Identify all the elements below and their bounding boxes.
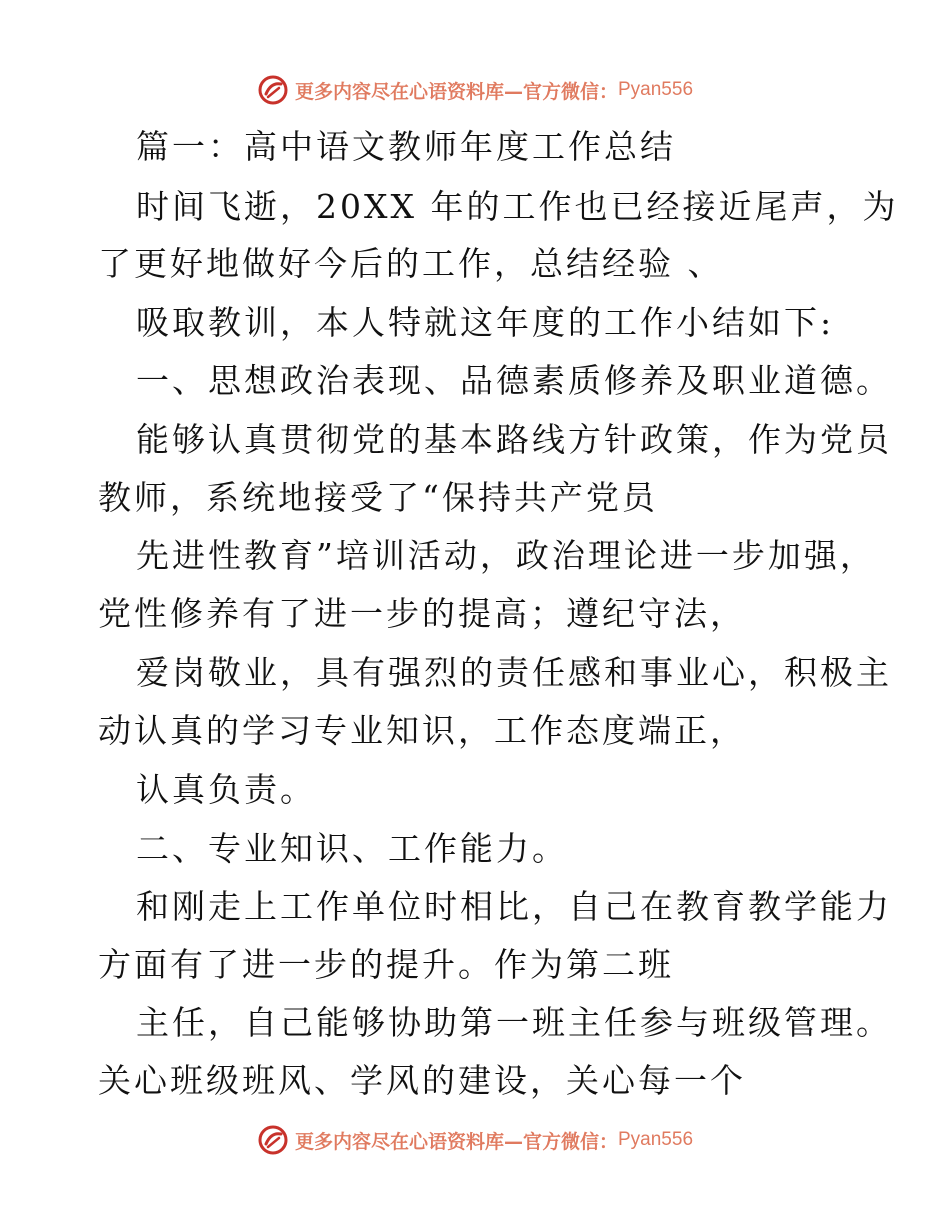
footer-banner [0,1120,950,1160]
header-banner-text: 更多内容尽在心语资料库—官方微信： [294,80,618,103]
doc-line: 动认真的学习专业知识，工作态度端正， [98,711,746,750]
doc-line: 党性修养有了进一步的提高；遵纪守法， [98,594,746,633]
doc-line: 二、专业知识、工作能力。 [136,829,568,868]
doc-line: 爱岗敬业，具有强烈的责任感和事业心，积极主 [136,653,892,692]
doc-line: 吸取教训，本人特就这年度的工作小结如下: [136,303,835,342]
doc-line: 能够认真贯彻党的基本路线方针政策，作为党员 [136,420,892,459]
doc-line: 一、思想政治表现、品德素质修养及职业道德。 [136,361,892,400]
doc-line: 教师，系统地接受了“保持共产党员 [98,478,658,517]
doc-line: 方面有了进一步的提升。作为第二班 [98,945,674,984]
doc-line: 篇一：高中语文教师年度工作总结 [136,127,676,166]
footer-banner-text: 更多内容尽在心语资料库—官方微信： [294,1130,618,1153]
doc-line: 时间飞逝，20XX 年的工作也已经接近尾声，为 [136,187,899,226]
doc-line: 先进性教育”培训活动，政治理论进一步加强， [136,536,876,575]
footer-banner-code: Pyan556 [618,1129,694,1150]
doc-line: 了更好地做好今后的工作，总结经验 、 [98,244,724,283]
red-circle-logo-icon [257,1124,289,1156]
header-banner-code: Pyan556 [618,79,694,100]
doc-line: 和刚走上工作单位时相比，自己在教育教学能力 [136,887,892,926]
doc-line: 主任，自己能够协助第一班主任参与班级管理。 [136,1003,892,1042]
doc-line: 认真负责。 [136,770,316,809]
doc-line: 关心班级班风、学风的建设，关心每一个 [98,1061,746,1100]
